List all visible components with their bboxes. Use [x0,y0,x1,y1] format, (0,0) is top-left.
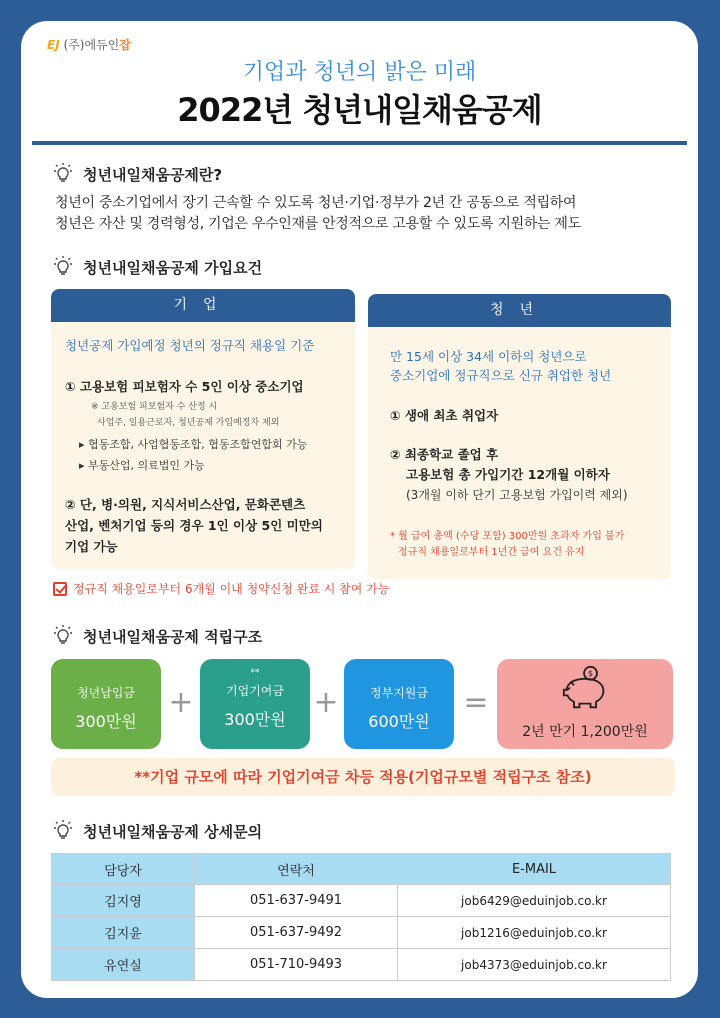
section-heading-text: 청년내일채움공제란? [83,165,223,184]
section-heading-text: 청년내일채움공제 상세문의 [83,822,263,841]
contact-email[interactable]: job4373@eduinjob.co.kr [398,949,671,981]
bullet-text: 협동조합, 사업협동조합, 협동조합연합회 가능 [88,438,308,451]
company-item-2-line: 기업 가능 [65,539,118,554]
logo-mark: EJ [47,38,60,52]
box-label: 청년납입금 [77,686,135,700]
box-amount: 300만원 [224,710,286,729]
logo-main: 에듀인 [84,38,120,52]
checkbox-icon [53,582,67,596]
total-amount: 2년 만기 1,200만원 [522,724,648,740]
section-heading-requirements [51,255,262,279]
contact-name: 김지윤 [52,917,195,949]
notice-text: 정규직 채용일로부터 6개월 이내 청약신청 완료 시 참여 가능 [73,582,390,596]
box-amount: 300만원 [75,712,137,731]
contact-phone[interactable]: 051-637-9491 [195,885,398,917]
column-header: E-MAIL [398,854,671,885]
table-row [52,917,671,949]
table-row [52,949,671,981]
company-item-1: ① 고용보험 피보험자 수 5인 이상 중소기업 [65,379,304,394]
youth-intro-line: 만 15세 이상 34세 이하의 청년으로 [390,349,587,364]
table-row [52,885,671,917]
section-heading-structure [51,624,262,648]
lightbulb-icon [51,624,75,648]
equals-sign: = [463,685,489,720]
contact-name: 유연실 [52,949,195,981]
company-contribution-box [200,659,310,749]
company-criterion: 청년공제 가입예정 청년의 정규직 채용일 기준 [65,338,315,353]
section-heading-text: 청년내일채움공제 적립구조 [83,627,263,646]
youth-warning: 정규직 채용일로부터 1년간 급여 요건 유지 [398,547,585,558]
title-divider [32,141,687,145]
svg-text:$: $ [587,668,594,679]
government-support-box [344,659,454,749]
company-bullet: ▸ 협동조합, 사업협동조합, 협동조합연합회 가능 [79,438,308,451]
plus-sign: + [313,685,339,720]
youth-warning: * 월 급여 총액 (수당 포함) 300만원 초과자 가입 불가 [390,531,625,542]
youth-contribution-box [51,659,161,749]
section-heading-intro [51,162,222,186]
company-item-2-line: ② 단, 병·의원, 지식서비스산업, 문화콘텐츠 [65,497,306,512]
company-bullet: ▸ 부동산업, 의료법인 가능 [79,459,205,472]
youth-box-header: 청년 [368,294,671,327]
lightbulb-icon [51,255,75,279]
youth-item-2-note: (3개월 이하 단기 고용보험 가입이력 제외) [406,488,628,502]
logo-suffix: 잡 [119,38,131,52]
company-item-2 [65,494,323,557]
box-mark: ** [250,668,260,678]
piggy-bank-icon [557,665,613,711]
contact-phone[interactable]: 051-710-9493 [195,949,398,981]
youth-intro [390,347,611,385]
contact-table [51,853,671,981]
youth-item-1: ① 생애 최초 취업자 [390,408,499,423]
intro-line: 청년은 자산 및 경력형성, 기업은 우수인재를 안정적으로 고용할 수 있도록 지원하는 제도 [55,216,581,232]
table-header-row [52,854,671,885]
page-title: 2022년 청년내일채움공제 [177,91,542,129]
column-header: 담당자 [52,854,195,885]
youth-requirements-box [368,294,671,579]
contact-email[interactable]: job1216@eduinjob.co.kr [398,917,671,949]
intro-line: 청년이 중소기업에서 장기 근속할 수 있도록 청년·기업·정부가 2년 간 공동으로 적립하여 [55,195,577,211]
participation-notice [53,580,389,597]
youth-intro-line: 중소기업에 정규직으로 신규 취업한 청년 [390,368,612,383]
company-note: ※ 고용보험 피보험자 수 산정 시 [91,402,218,412]
bullet-text: 부동산업, 의료법인 가능 [88,459,205,472]
company-note: 사업주, 일용근로자, 청년공제 가입예정자 제외 [97,418,280,428]
lightbulb-icon [51,162,75,186]
lightbulb-icon [51,819,75,843]
plus-sign: + [168,685,194,720]
youth-item-2: ② 최종학교 졸업 후 [390,447,499,462]
section-heading-text: 청년내일채움공제 가입요건 [83,258,263,277]
logo-prefix: (주) [63,38,85,52]
company-item-2-line: 산업, 벤처기업 등의 경우 1인 이상 5인 미만의 [65,518,323,533]
total-maturity-box [497,659,673,749]
company-requirements-box [51,289,355,569]
section-heading-contact [51,819,262,843]
youth-item-2-detail: 고용보험 총 가입기간 12개월 이하자 [406,467,610,482]
logo [47,36,131,53]
contribution-note-banner: **기업 규모에 따라 기업기여금 차등 적용(기업규모별 적립구조 참조) [51,758,675,796]
intro-paragraph [55,193,685,235]
company-box-header: 기업 [51,289,355,322]
contact-email[interactable]: job6429@eduinjob.co.kr [398,885,671,917]
contact-phone[interactable]: 051-637-9492 [195,917,398,949]
column-header: 연락처 [195,854,398,885]
box-amount: 600만원 [368,712,430,731]
poster-card [21,21,698,998]
box-label: 기업기여금 [226,684,284,698]
contact-name: 김지영 [52,885,195,917]
box-label: 정부지원금 [370,686,428,700]
page-subtitle: 기업과 청년의 밝은 미래 [242,60,477,85]
